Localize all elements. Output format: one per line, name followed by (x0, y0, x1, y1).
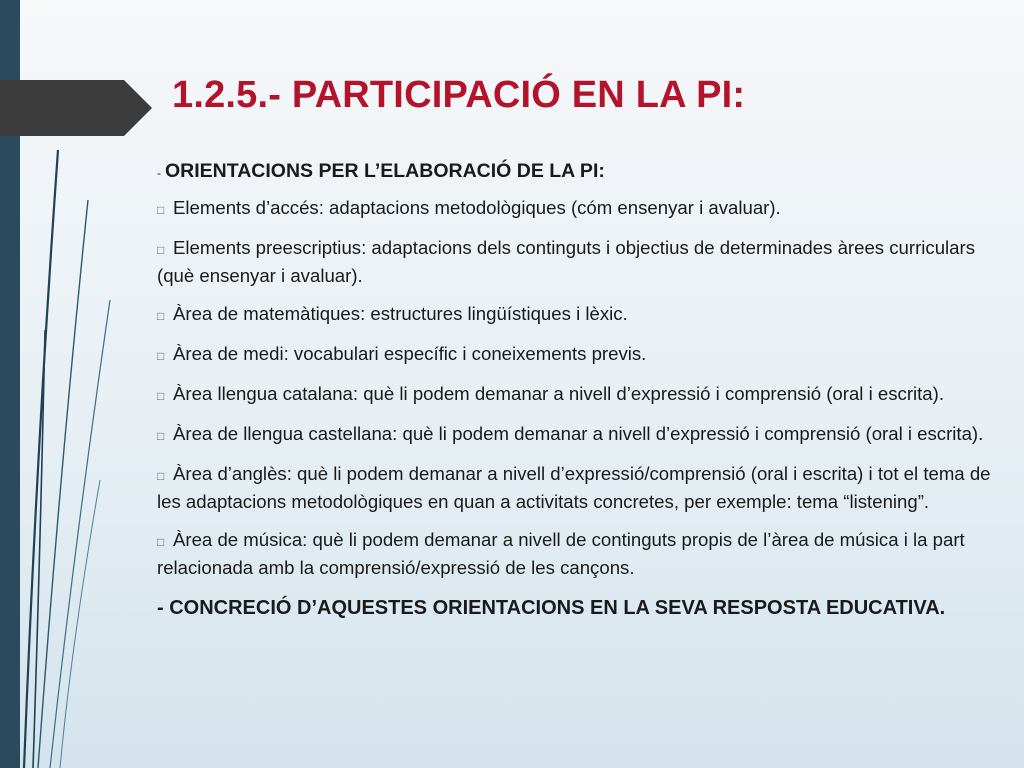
list-item-text: Àrea de llengua castellana: què li podem demanar a nivell d’expressió i comprensió (oral i escrita). (173, 423, 984, 444)
list-item-text: Elements preescriptius: adaptacions dels continguts i objectius de determinades àrees curriculars (què ensenyar i avaluar). (157, 237, 976, 286)
bullet-icon: □ (157, 469, 165, 483)
title-tab-arrow (0, 80, 152, 136)
list-item (157, 195, 997, 223)
subheading (157, 160, 997, 183)
list-item-text: Àrea d’anglès: què li podem demanar a nivell d’expressió/comprensió (oral i escrita) i tot el tema de les adaptacions metodològiques en quan a activitats concretes, per exemple: tema “listening”. (157, 463, 991, 512)
final-heading: - CONCRECIÓ D’AQUESTES ORIENTACIONS EN LA SEVA RESPOSTA EDUCATIVA. (157, 597, 946, 619)
bullet-icon: □ (157, 349, 165, 363)
list-item-text: Àrea de medi: vocabulari específic i coneixements previs. (173, 343, 647, 364)
subheading-text: ORIENTACIONS PER L’ELABORACIÓ DE LA PI: (165, 160, 605, 182)
slide-title: 1.2.5.- PARTICIPACIÓ EN LA PI: (172, 74, 746, 116)
bullet-icon: □ (157, 389, 165, 403)
bullet-icon: □ (157, 203, 165, 217)
list-item (157, 527, 997, 581)
list-item (157, 421, 997, 449)
bullet-icon: □ (157, 243, 165, 257)
list-item-text: Àrea llengua catalana: què li podem demanar a nivell d’expressió i comprensió (oral i escrita). (173, 383, 945, 404)
list-item-text: Àrea de matemàtiques: estructures lingüístiques i lèxic. (173, 303, 628, 324)
bullet-icon: □ (157, 535, 165, 549)
list-item (157, 235, 997, 289)
list-item (157, 341, 997, 369)
list-item (157, 461, 997, 515)
slide-content (157, 160, 997, 623)
subheading-dash: - (157, 166, 161, 180)
bullet-icon: □ (157, 429, 165, 443)
list-item-text: Àrea de música: què li podem demanar a nivell de continguts propis de l’àrea de música i la part relacionada amb la comprensió/expressió de les cançons. (157, 529, 965, 578)
list-item-text: Elements d’accés: adaptacions metodològiques (cóm ensenyar i avaluar). (173, 197, 781, 218)
list-item (157, 301, 997, 329)
list-item (157, 381, 997, 409)
bullet-icon: □ (157, 309, 165, 323)
